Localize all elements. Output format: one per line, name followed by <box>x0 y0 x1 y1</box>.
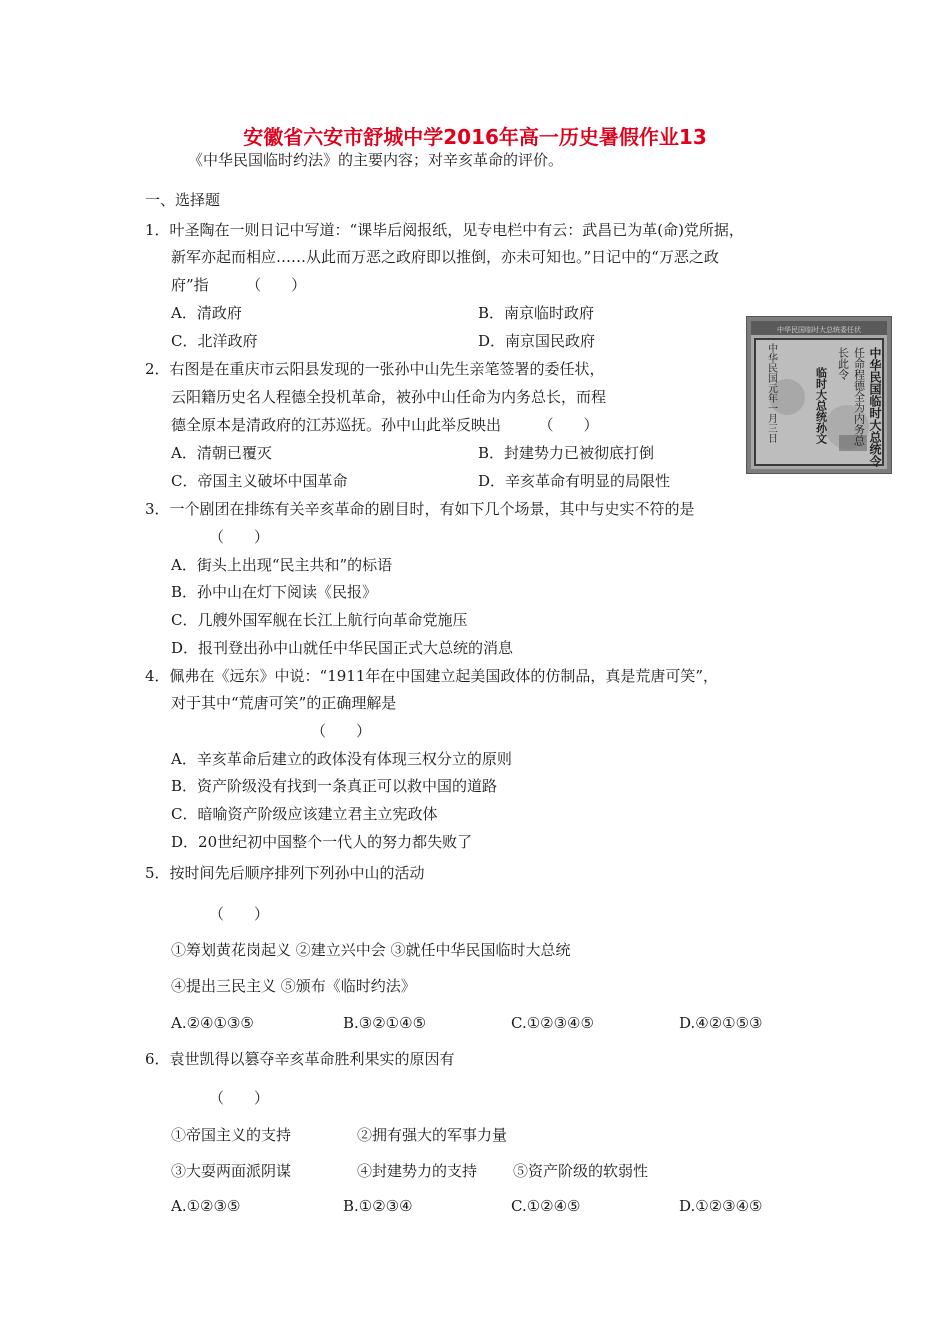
q5-option-b: B.③②①④⑤ <box>343 1014 427 1032</box>
q1-line3: 府”指 （ ） <box>171 276 307 294</box>
q6-answer-blank: （ ） <box>209 1089 270 1107</box>
q1-option-c: C．北洋政府 <box>171 332 258 350</box>
photo-column-3: 长此令 <box>836 347 850 380</box>
q5-option-c: C.①②③④⑤ <box>511 1014 594 1032</box>
q4-option-c: C．暗喻资产阶级应该建立君主立宪政体 <box>171 805 438 823</box>
q5-option-d: D.④②①⑤③ <box>679 1014 763 1032</box>
q6-item-2: ②拥有强大的军事力量 <box>357 1126 508 1144</box>
q3-option-c: C．几艘外国军舰在长江上航行向革命党施压 <box>171 611 468 629</box>
q2-line3: 德全原本是清政府的江苏巡抚。孙中山此举反映出 （ ） <box>171 416 599 434</box>
q4-option-b: B．资产阶级没有找到一条真正可以救中国的道路 <box>171 777 498 795</box>
q6-option-b: B.①②③④ <box>343 1197 413 1215</box>
q1-line1: 1．叶圣陶在一则日记中写道：“课毕后阅报纸，见专电栏中有云：武昌已为革(命)党所据， <box>145 221 744 239</box>
q4-line2: 对于其中“荒唐可笑”的正确理解是 <box>171 694 397 712</box>
section-heading: 一、选择题 <box>145 191 221 209</box>
q4-line1: 4．佩弗在《远东》中说：“1911年在中国建立起美国政体的仿制品，真是荒唐可笑”， <box>145 667 719 685</box>
q5-items-line2: ④提出三民主义 ⑤颁布《临时约法》 <box>171 977 416 995</box>
photo-column-1: 中华民国临时大总统令 <box>868 347 882 467</box>
q6-line1: 6．袁世凯得以篡夺辛亥革命胜利果实的原因有 <box>145 1050 455 1068</box>
q5-items-line1: ①筹划黄花岗起义 ②建立兴中会 ③就任中华民国临时大总统 <box>171 941 571 959</box>
q6-option-d: D.①②③④⑤ <box>679 1197 763 1215</box>
q5-option-a: A.②④①③⑤ <box>171 1014 254 1032</box>
q6-item-1: ①帝国主义的支持 <box>171 1126 292 1144</box>
q1-option-a: A．清政府 <box>171 304 242 322</box>
appointment-document-photo <box>746 316 892 474</box>
q4-option-d: D．20世纪初中国整个一代人的努力都失败了 <box>171 833 473 851</box>
photo-column-5: 中华民国元年一月三日 <box>765 343 777 443</box>
q4-option-a: A．辛亥革命后建立的政体没有体现三权分立的原则 <box>171 750 512 768</box>
document-photo-graphic <box>747 317 891 473</box>
q3-option-d: D．报刊登出孙中山就任中华民国正式大总统的消息 <box>171 639 514 657</box>
q5-answer-blank: （ ） <box>209 905 270 923</box>
q2-option-a: A．清朝已覆灭 <box>171 444 272 462</box>
q5-line1: 5．按时间先后顺序排列下列孙中山的活动 <box>145 864 425 882</box>
photo-column-4: 临时大总统孙文 <box>814 367 828 444</box>
page-title: 安徽省六安市舒城中学2016年高一历史暑假作业13 <box>243 125 707 149</box>
q1-line2: 新军亦起而相应……从此而万恶之政府即以推倒，亦未可知也。”日记中的“万恶之政 <box>171 248 719 266</box>
q3-option-a: A．街头上出现“民主共和”的标语 <box>171 556 393 574</box>
q1-option-d: D．南京国民政府 <box>478 332 596 350</box>
q2-option-b: B．封建势力已被彻底打倒 <box>478 444 655 462</box>
q4-answer-blank: （ ） <box>311 722 372 740</box>
photo-header-text: 中华民国临时大总统委任状 <box>777 326 861 334</box>
q3-option-b: B．孙中山在灯下阅读《民报》 <box>171 583 378 601</box>
q6-item-4: ④封建势力的支持 <box>357 1162 478 1180</box>
q2-option-d: D．辛亥革命有明显的局限性 <box>478 472 671 490</box>
topic-line: 《中华民国临时约法》的主要内容；对辛亥革命的评价。 <box>188 151 564 169</box>
q1-option-b: B．南京临时政府 <box>478 304 595 322</box>
q3-answer-blank: （ ） <box>209 528 270 546</box>
q2-line2: 云阳籍历史名人程德全投机革命，被孙中山任命为内务总长，而程 <box>171 388 607 406</box>
q6-item-5: ⑤资产阶级的软弱性 <box>513 1162 649 1180</box>
q6-item-3: ③大耍两面派阴谋 <box>171 1162 292 1180</box>
q6-option-c: C.①②④⑤ <box>511 1197 581 1215</box>
q6-option-a: A.①②③⑤ <box>171 1197 241 1215</box>
q3-line1: 3．一个剧团在排练有关辛亥革命的剧目时，有如下几个场景，其中与史实不符的是 <box>145 500 695 518</box>
q2-option-c: C．帝国主义破坏中国革命 <box>171 472 348 490</box>
q2-line1: 2．右图是在重庆市云阳县发现的一张孙中山先生亲笔签署的委任状， <box>145 360 605 378</box>
photo-column-2: 任命程德全为内务总 <box>852 347 866 446</box>
